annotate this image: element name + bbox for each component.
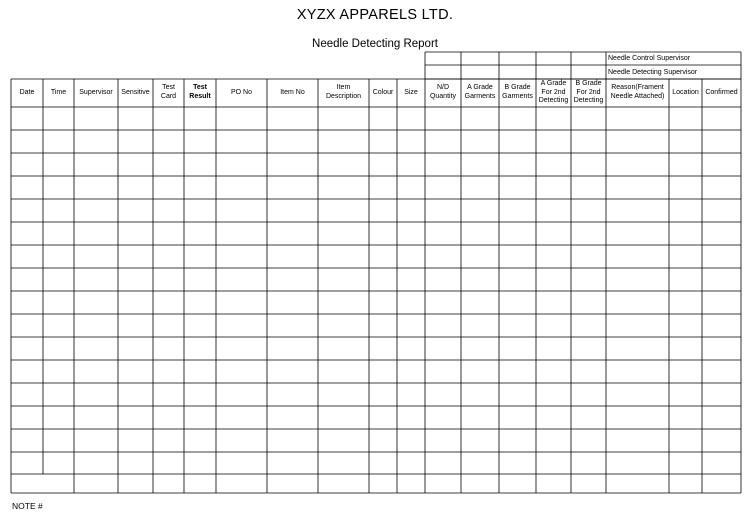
column-header: Size [404,88,418,96]
company-name: XYZX APPARELS LTD. [296,7,454,23]
column-header: Test Card [160,84,177,100]
column-header: Item No [280,88,305,96]
column-header: N/D Quantity [429,84,457,100]
column-header: Supervisor [79,88,113,96]
column-header: Test Result [189,84,211,100]
column-header: Date [19,88,35,96]
report-title: Needle Detecting Report [312,38,438,50]
column-header: A Grade For 2nd Detecting [538,79,569,105]
column-header: Location [672,88,699,96]
column-header: A Grade Garments [464,84,496,100]
supervisor-role-label: Needle Control Supervisor [608,55,691,62]
column-header: Reason(Frament Needle Attached) [610,84,665,100]
column-header: Item Description [325,84,361,100]
column-header: B Grade Garments [502,84,533,100]
note-label: NOTE # [12,501,43,511]
column-header: B Grade For 2nd Detecting [573,79,604,105]
supervisor-role-label: Needle Detecting Supervisor [608,68,698,76]
column-header: Sensitive [121,88,150,96]
column-header: PO No [230,88,252,96]
column-header: Colour [372,88,394,96]
column-header: Confirmed [705,88,738,96]
column-header: Time [50,88,67,96]
